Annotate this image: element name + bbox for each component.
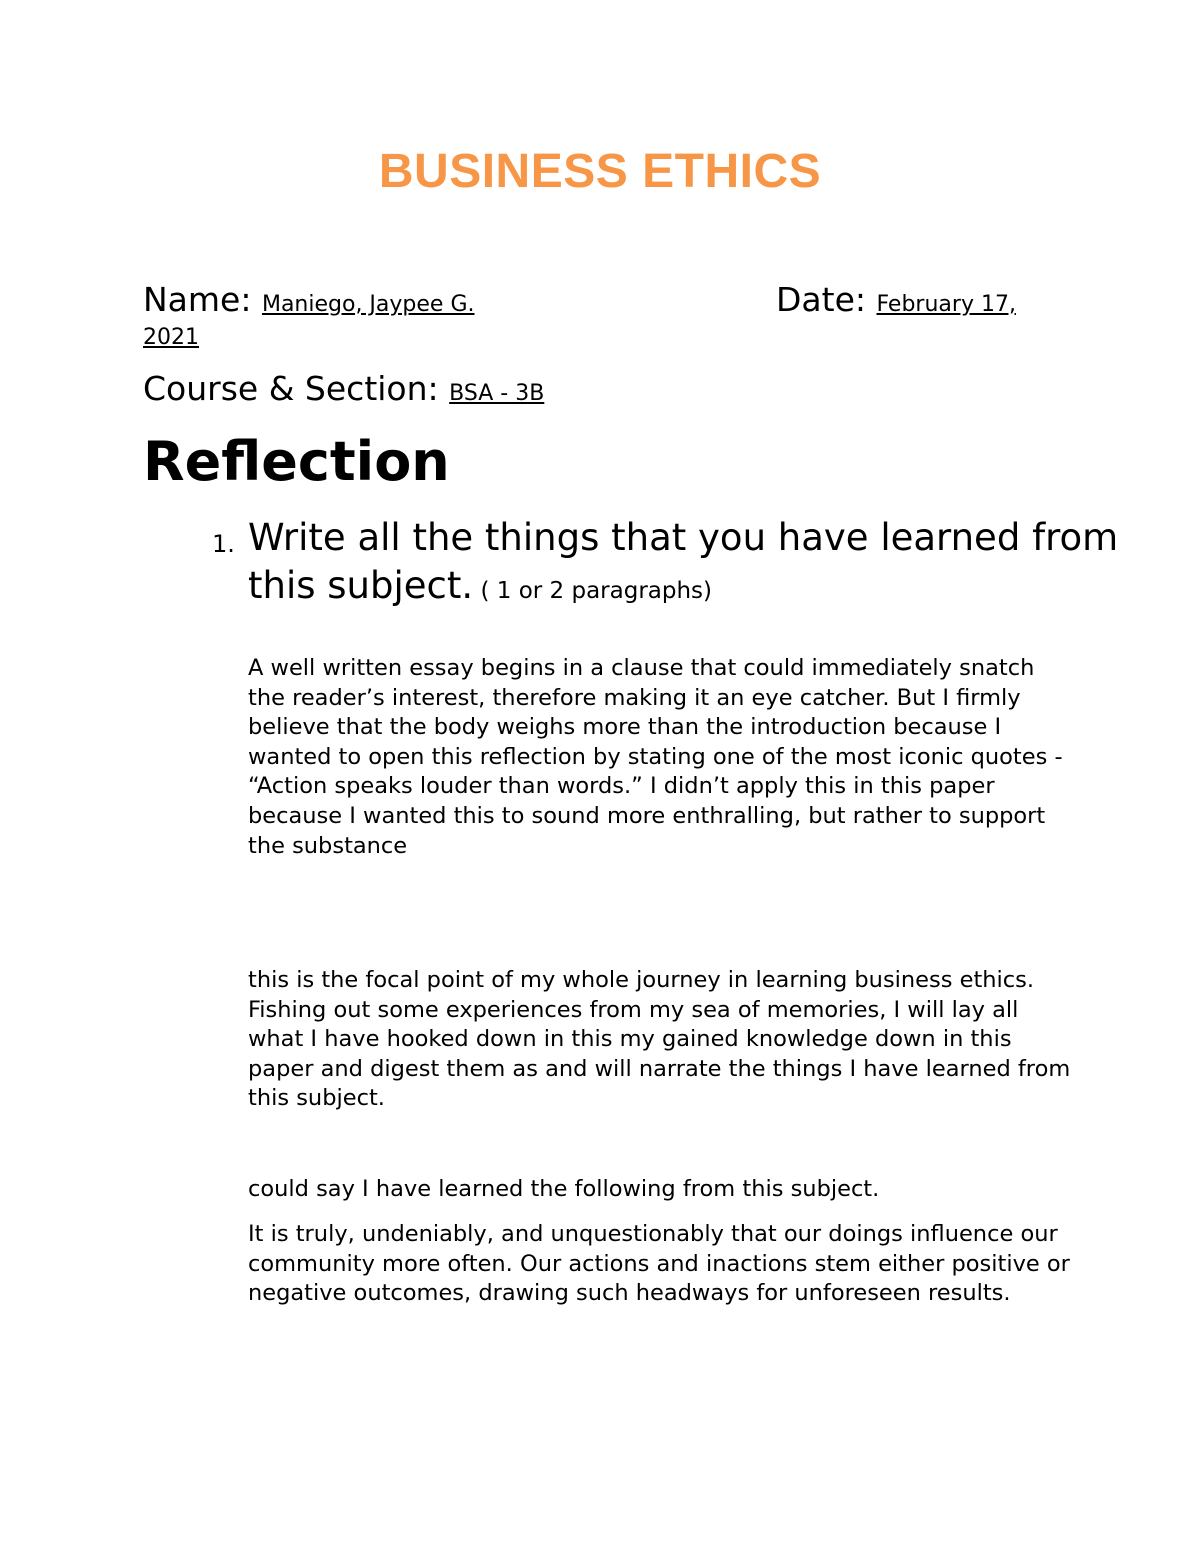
paragraph-1: A well written essay begins in a clause that could immediately snatch the reader’s interest, therefore making it an eye catcher. But I firmly believe that the body weighs more than the introduction because I wanted to open this reflection by stating one of the most iconic quotes - “Action speaks louder than words.” I didn’t apply this in this paper because I wanted this to sound more enthralling, but rather to support the substance	[248, 655, 1063, 859]
date-field	[776, 280, 1016, 325]
date-value: February 17,	[876, 292, 1016, 317]
document-title: BUSINESS ETHICS	[378, 145, 822, 198]
date-label: Date:	[776, 280, 877, 319]
question-note: ( 1 or 2 paragraphs)	[473, 578, 713, 604]
date-value-continued: 2021	[143, 325, 199, 350]
section-heading: Reflection	[143, 430, 450, 493]
course-section-label: Course & Section:	[143, 369, 450, 408]
course-section-value: BSA - 3B	[449, 381, 545, 406]
paragraph-3: could say I have learned the following from this subject.	[248, 1176, 880, 1202]
paragraph-4: It is truly, undeniably, and unquestionably that our doings influence our community more often. Our actions and inactions stem either positive or negative outcomes, drawing such headways for unforeseen results.	[248, 1221, 1070, 1307]
course-section-field	[143, 369, 544, 414]
name-value: Maniego, Jaypee G.	[261, 292, 475, 317]
question-prompt	[248, 514, 1128, 615]
name-label: Name:	[143, 280, 262, 319]
question-number: 1.	[212, 530, 235, 558]
question-text: Write all the things that you have learned from this subject.	[248, 516, 1119, 607]
paragraph-2: this is the focal point of my whole journey in learning business ethics. Fishing out some experiences from my sea of memories, I will lay all what I have hooked down in this my gained knowledge down in this paper and digest them as and will narrate the things I have learned from this subject.	[248, 967, 1071, 1112]
